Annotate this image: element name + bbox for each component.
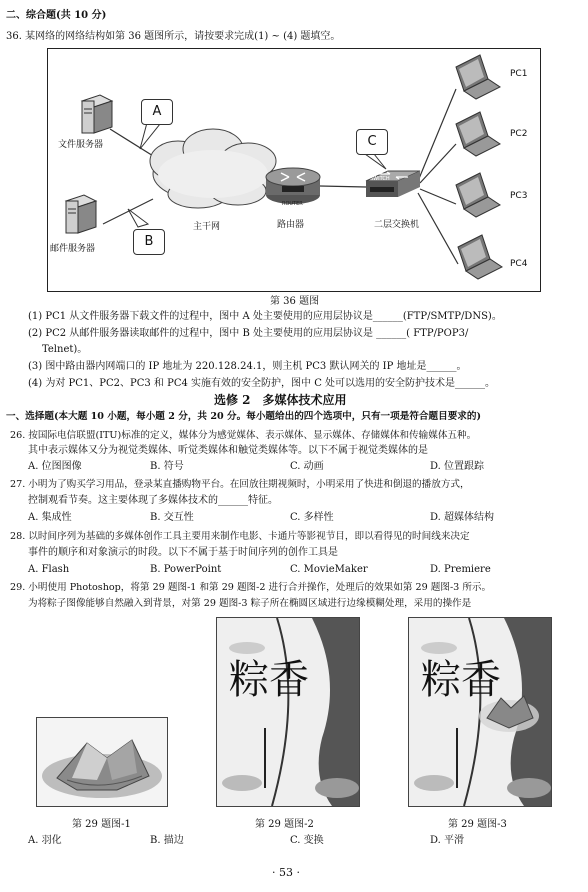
pc2-icon [456, 112, 500, 156]
figure-29-1-caption: 第 29 题图-1 [72, 819, 131, 830]
switch-label: 二层交换机 [374, 220, 420, 230]
network-lines [48, 49, 540, 291]
mail-server-icon [66, 195, 96, 233]
figure-29-3-image [408, 617, 552, 807]
q29-option-b: B. 描边 [150, 835, 184, 846]
q36-sub1: (1) PC1 从文件服务器下载文件的过程中，图中 A 处主要使用的应用层协议是______(FTP/SMTP/DNS)。 [28, 311, 502, 322]
figure-29-1-image [36, 717, 168, 807]
router-plate-label: ROUTER [282, 201, 303, 207]
question-36-stem: 36. 某网络的网络结构如第 36 题图所示，请按要求完成(1) ~ (4) 题填空。 [6, 31, 341, 42]
q26-line1: 26. 按国际电信联盟(ITU)标准的定义，媒体分为感觉媒体、表示媒体、显示媒体、存储媒体和传输媒体五种。 [10, 430, 477, 441]
q29-option-c: C. 变换 [290, 835, 324, 846]
pc2-label: PC2 [510, 129, 528, 139]
pc3-icon [456, 173, 500, 217]
mail-server-label: 邮件服务器 [50, 244, 96, 254]
backbone-label: 主干网 [193, 222, 221, 232]
file-server-label: 文件服务器 [58, 140, 104, 150]
q28-option-a: A. Flash [28, 564, 70, 575]
q36-sub2-cont: Telnet)。 [42, 344, 88, 355]
q28-option-d: D. Premiere [430, 564, 491, 575]
q26-option-b: B. 符号 [150, 461, 184, 472]
pc1-label: PC1 [510, 69, 528, 79]
page-number: · 53 · [272, 866, 300, 879]
q27-option-d: D. 超媒体结构 [430, 512, 495, 523]
q26-option-c: C. 动画 [290, 461, 324, 472]
choice-section-title: 一、选择题(本大题 10 小题，每小题 2 分，共 20 分。每小题给出的四个选项中，只有一项是符合题目要求的) [6, 411, 482, 422]
q26-line2: 其中表示媒体又分为视觉类媒体、听觉类媒体和触觉类媒体等。以下不属于视觉类媒体的是 [28, 445, 428, 456]
section-title: 二、综合题(共 10 分) [6, 10, 107, 21]
q27-option-a: A. 集成性 [28, 512, 72, 523]
q36-sub4: (4) 为对 PC1、PC2、PC3 和 PC4 实施有效的安全防护，图中 C 处可以选用的安全防护技术是______。 [28, 378, 496, 389]
switch-icon [366, 171, 420, 197]
router-icon [266, 168, 320, 204]
q36-sub2: (2) PC2 从邮件服务器读取邮件的过程中，图中 B 处主要使用的应用层协议是 ______( FTP/POP3/ [28, 328, 469, 339]
q28-line2: 事件的顺序和对象演示的时段。以下不属于基于时间序列的创作工具是 [28, 547, 338, 558]
q27-line1: 27. 小明为了购买学习用品，登录某直播购物平台。在回放往期视频时，小明采用了快进和倒退的播放方式， [10, 479, 470, 490]
pc3-label: PC3 [510, 191, 528, 201]
q26-option-a: A. 位图图像 [28, 461, 82, 472]
q27-option-c: C. 多样性 [290, 512, 334, 523]
network-diagram [47, 48, 541, 292]
q28-line1: 28. 以时间序列为基础的多媒体创作工具主要用来制作电影、卡通片等影视节目，即以看得见的时间线来决定 [10, 531, 470, 542]
figure-36-caption: 第 36 题图 [270, 296, 320, 307]
pc4-label: PC4 [510, 259, 528, 269]
figure-29-2-image [216, 617, 360, 807]
file-server-icon [82, 95, 112, 133]
figure-29-3-caption: 第 29 题图-3 [448, 819, 507, 830]
pc4-icon [458, 235, 502, 279]
callout-c: C [356, 129, 388, 155]
pc1-icon [456, 55, 500, 99]
q29-option-d: D. 平滑 [430, 835, 465, 846]
q29-line1: 29. 小明使用 Photoshop，将第 29 题图-1 和第 29 题图-2 进行合并操作，处理后的效果如第 29 题图-3 所示。 [10, 582, 492, 593]
figure-29-2-caption: 第 29 题图-2 [255, 819, 314, 830]
router-label: 路由器 [277, 220, 305, 230]
q28-option-b: B. PowerPoint [150, 564, 222, 575]
q27-option-b: B. 交互性 [150, 512, 194, 523]
elective-title: 选修 2 多媒体技术应用 [214, 393, 347, 407]
q29-option-a: A. 羽化 [28, 835, 62, 846]
q26-option-d: D. 位置跟踪 [430, 461, 485, 472]
poster-title-3: 粽香 [421, 657, 501, 703]
callout-b: B [133, 229, 165, 255]
q27-line2: 控制观看节奏。这主要体现了多媒体技术的______特征。 [28, 495, 278, 506]
q29-line2: 为将粽子图像能够自然融入到背景，对第 29 题图-3 粽子所在椭圆区域进行边缘模糊处理，采用的操作是 [28, 598, 472, 609]
switch-plate-label: SWITCH [370, 176, 390, 182]
q28-option-c: C. MovieMaker [290, 564, 368, 575]
callout-a: A [141, 99, 173, 125]
q36-sub3: (3) 图中路由器内网端口的 IP 地址为 220.128.24.1，则主机 PC3 默认网关的 IP 地址是______。 [28, 361, 467, 372]
poster-title-2: 粽香 [229, 657, 309, 703]
